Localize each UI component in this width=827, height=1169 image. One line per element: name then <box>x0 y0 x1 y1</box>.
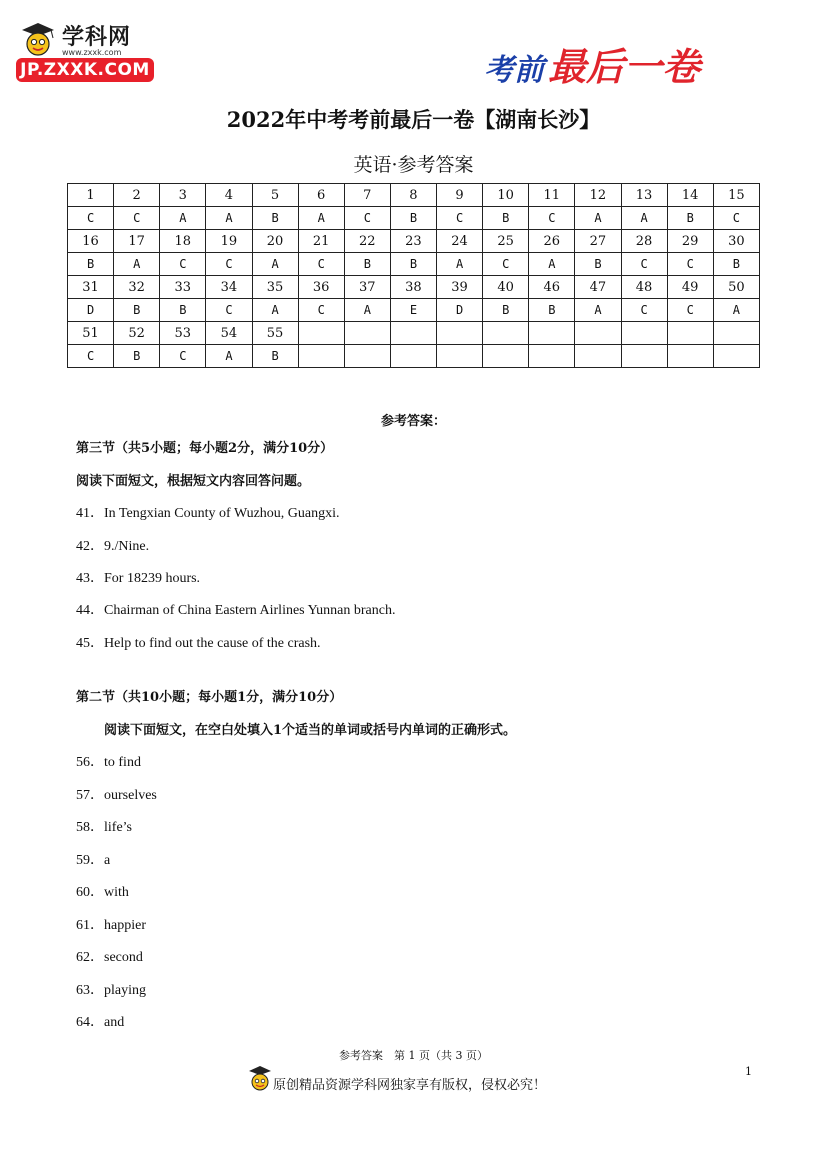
section2-heading: 第二节（共10小题；每小题1分，满分10分） <box>76 690 343 705</box>
answer-row <box>68 299 760 322</box>
answer-item <box>76 849 110 869</box>
question-number-row <box>68 276 760 299</box>
question-number-cell: 13 <box>621 184 667 207</box>
question-number-cell: 18 <box>160 230 206 253</box>
item-number: 63． <box>76 983 104 998</box>
answer-cell: C <box>437 207 483 230</box>
question-number-cell <box>667 322 713 345</box>
answer-cell: A <box>298 207 344 230</box>
item-text: and <box>104 1015 125 1030</box>
question-number-cell: 49 <box>667 276 713 299</box>
question-number-cell: 53 <box>160 322 206 345</box>
answer-cell: C <box>160 253 206 276</box>
answer-cell: C <box>667 253 713 276</box>
answer-cell: C <box>298 299 344 322</box>
question-number-cell: 34 <box>206 276 252 299</box>
answer-cell <box>390 345 436 368</box>
answer-cell: A <box>252 299 298 322</box>
question-number-cell: 10 <box>483 184 529 207</box>
answer-cell <box>298 345 344 368</box>
answer-cell: B <box>575 253 621 276</box>
answer-cell: A <box>713 299 759 322</box>
question-number-cell: 40 <box>483 276 529 299</box>
answer-cell: B <box>713 253 759 276</box>
page-number: 1 <box>745 1065 752 1078</box>
item-text: life’s <box>104 820 132 835</box>
question-number-cell: 51 <box>68 322 114 345</box>
answer-cell: A <box>206 345 252 368</box>
question-number-cell: 3 <box>160 184 206 207</box>
answer-cell <box>437 345 483 368</box>
question-number-cell: 32 <box>114 276 160 299</box>
question-number-cell: 2 <box>114 184 160 207</box>
answer-item <box>76 946 143 966</box>
answer-cell: C <box>621 299 667 322</box>
answer-cell: C <box>667 299 713 322</box>
answer-item <box>76 567 200 587</box>
question-number-cell: 33 <box>160 276 206 299</box>
answer-item <box>76 816 132 836</box>
question-number-cell <box>621 322 667 345</box>
item-number: 64． <box>76 1015 104 1030</box>
zxxk-logo <box>14 14 160 86</box>
question-number-cell: 23 <box>390 230 436 253</box>
answer-cell: B <box>68 253 114 276</box>
item-number: 61． <box>76 918 104 933</box>
question-number-cell: 11 <box>529 184 575 207</box>
item-text: 9./Nine. <box>104 539 150 554</box>
item-number: 45． <box>76 636 104 651</box>
answer-cell <box>483 345 529 368</box>
answer-cell: B <box>390 207 436 230</box>
item-number: 58． <box>76 820 104 835</box>
answer-cell: B <box>390 253 436 276</box>
answer-item <box>76 632 321 652</box>
item-number: 41． <box>76 506 104 521</box>
item-text: For 18239 hours. <box>104 571 201 586</box>
question-number-cell: 28 <box>621 230 667 253</box>
item-text: In Tengxian County of Wuzhou, Guangxi. <box>104 506 340 521</box>
question-number-cell: 16 <box>68 230 114 253</box>
answer-cell: A <box>575 207 621 230</box>
answer-item <box>76 502 340 522</box>
answer-cell: C <box>206 299 252 322</box>
answer-row <box>68 253 760 276</box>
item-number: 43． <box>76 571 104 586</box>
answer-cell <box>667 345 713 368</box>
question-number-cell <box>713 322 759 345</box>
question-number-cell <box>483 322 529 345</box>
brand-url: www.zxxk.com <box>62 48 122 57</box>
question-number-cell: 12 <box>575 184 621 207</box>
question-number-cell <box>344 322 390 345</box>
question-number-cell: 31 <box>68 276 114 299</box>
answer-cell: C <box>206 253 252 276</box>
answer-cell: B <box>483 207 529 230</box>
item-text: Chairman of China Eastern Airlines Yunnan branch. <box>104 603 396 618</box>
answer-cell: B <box>114 299 160 322</box>
question-number-cell <box>529 322 575 345</box>
question-number-cell: 26 <box>529 230 575 253</box>
answer-cell: A <box>575 299 621 322</box>
question-number-cell: 38 <box>390 276 436 299</box>
answer-cell: A <box>252 253 298 276</box>
item-text: with <box>104 885 129 900</box>
answer-cell: D <box>68 299 114 322</box>
answer-cell <box>575 345 621 368</box>
question-number-cell: 17 <box>114 230 160 253</box>
question-number-cell: 5 <box>252 184 298 207</box>
brand-name: 学科网 <box>62 25 132 50</box>
question-number-cell: 48 <box>621 276 667 299</box>
item-number: 59． <box>76 853 104 868</box>
answer-table <box>67 183 760 368</box>
item-text: playing <box>104 983 146 998</box>
answer-cell: C <box>529 207 575 230</box>
item-text: second <box>104 950 143 965</box>
item-text: a <box>104 853 111 868</box>
answer-cell: C <box>68 345 114 368</box>
question-number-cell: 4 <box>206 184 252 207</box>
answer-cell <box>344 345 390 368</box>
question-number-cell: 50 <box>713 276 759 299</box>
answer-cell: C <box>621 253 667 276</box>
answer-cell: E <box>390 299 436 322</box>
question-number-row <box>68 322 760 345</box>
question-number-cell: 54 <box>206 322 252 345</box>
question-number-cell: 19 <box>206 230 252 253</box>
answer-cell: B <box>667 207 713 230</box>
answer-cell: C <box>68 207 114 230</box>
question-number-cell: 9 <box>437 184 483 207</box>
reference-answers-title: 参考答案： <box>380 414 446 429</box>
item-number: 42． <box>76 539 104 554</box>
answer-cell: C <box>344 207 390 230</box>
question-number-cell: 8 <box>390 184 436 207</box>
item-number: 60． <box>76 885 104 900</box>
answer-cell: C <box>298 253 344 276</box>
question-number-cell <box>437 322 483 345</box>
answer-item <box>76 1011 124 1031</box>
page-footer: 参考答案 第 1 页（共 3 页） <box>339 1049 488 1062</box>
final-paper-stamp <box>484 36 744 89</box>
stamp-text-a: 考前 <box>484 53 544 88</box>
answer-cell: C <box>713 207 759 230</box>
question-number-cell: 21 <box>298 230 344 253</box>
answer-cell: B <box>114 345 160 368</box>
question-number-cell: 7 <box>344 184 390 207</box>
answer-cell: A <box>160 207 206 230</box>
site-link[interactable]: JP.ZXXK.COM <box>16 58 154 82</box>
question-number-cell: 20 <box>252 230 298 253</box>
question-number-cell: 22 <box>344 230 390 253</box>
section2-instruction: 阅读下面短文，在空白处填入1个适当的单词或括号内单词的正确形式。 <box>104 723 517 738</box>
question-number-cell: 27 <box>575 230 621 253</box>
mascot-icon <box>247 1064 273 1094</box>
answer-cell: C <box>483 253 529 276</box>
question-number-cell <box>390 322 436 345</box>
answer-cell: A <box>621 207 667 230</box>
answer-item <box>76 914 146 934</box>
question-number-cell: 46 <box>529 276 575 299</box>
question-number-cell: 37 <box>344 276 390 299</box>
question-number-cell <box>298 322 344 345</box>
question-number-cell: 39 <box>437 276 483 299</box>
answer-item <box>76 784 157 804</box>
question-number-cell: 55 <box>252 322 298 345</box>
answer-cell: A <box>529 253 575 276</box>
answer-cell <box>529 345 575 368</box>
answer-row <box>68 207 760 230</box>
answer-item <box>76 535 149 555</box>
answer-cell: B <box>344 253 390 276</box>
item-text: to find <box>104 755 141 770</box>
question-number-cell <box>575 322 621 345</box>
question-number-cell: 15 <box>713 184 759 207</box>
item-number: 44． <box>76 603 104 618</box>
answer-cell: B <box>529 299 575 322</box>
section3-instruction: 阅读下面短文，根据短文内容回答问题。 <box>76 474 311 489</box>
answer-cell: B <box>483 299 529 322</box>
question-number-cell: 36 <box>298 276 344 299</box>
question-number-cell: 52 <box>114 322 160 345</box>
answer-cell: B <box>160 299 206 322</box>
item-text: happier <box>104 918 146 933</box>
page-subtitle: 英语·参考答案 <box>353 154 474 176</box>
page-title: 2022年中考考前最后一卷【湖南长沙】 <box>226 107 601 132</box>
answer-cell: A <box>437 253 483 276</box>
answer-cell: C <box>160 345 206 368</box>
stamp-text-b: 最后一卷 <box>548 44 701 89</box>
answer-cell: A <box>114 253 160 276</box>
section3-heading: 第三节（共5小题；每小题2分，满分10分） <box>76 441 334 456</box>
question-number-cell: 14 <box>667 184 713 207</box>
answer-cell: A <box>206 207 252 230</box>
question-number-cell: 35 <box>252 276 298 299</box>
answer-item <box>76 751 141 771</box>
question-number-cell: 6 <box>298 184 344 207</box>
copyright-text: 原创精品资源学科网独家享有版权，侵权必究！ <box>273 1078 547 1093</box>
question-number-cell: 1 <box>68 184 114 207</box>
answer-cell: A <box>344 299 390 322</box>
answer-cell <box>713 345 759 368</box>
mascot-icon <box>18 20 58 60</box>
item-text: ourselves <box>104 788 157 803</box>
question-number-row <box>68 184 760 207</box>
answer-item <box>76 979 146 999</box>
question-number-cell: 25 <box>483 230 529 253</box>
item-number: 62． <box>76 950 104 965</box>
answer-cell: C <box>114 207 160 230</box>
question-number-row <box>68 230 760 253</box>
answer-cell: B <box>252 345 298 368</box>
item-text: Help to find out the cause of the crash. <box>104 636 321 651</box>
answer-row <box>68 345 760 368</box>
answer-cell: D <box>437 299 483 322</box>
answer-cell: B <box>252 207 298 230</box>
question-number-cell: 24 <box>437 230 483 253</box>
answer-cell <box>621 345 667 368</box>
answer-item <box>76 881 129 901</box>
item-number: 57． <box>76 788 104 803</box>
question-number-cell: 30 <box>713 230 759 253</box>
answer-item <box>76 599 395 619</box>
item-number: 56． <box>76 755 104 770</box>
question-number-cell: 47 <box>575 276 621 299</box>
question-number-cell: 29 <box>667 230 713 253</box>
